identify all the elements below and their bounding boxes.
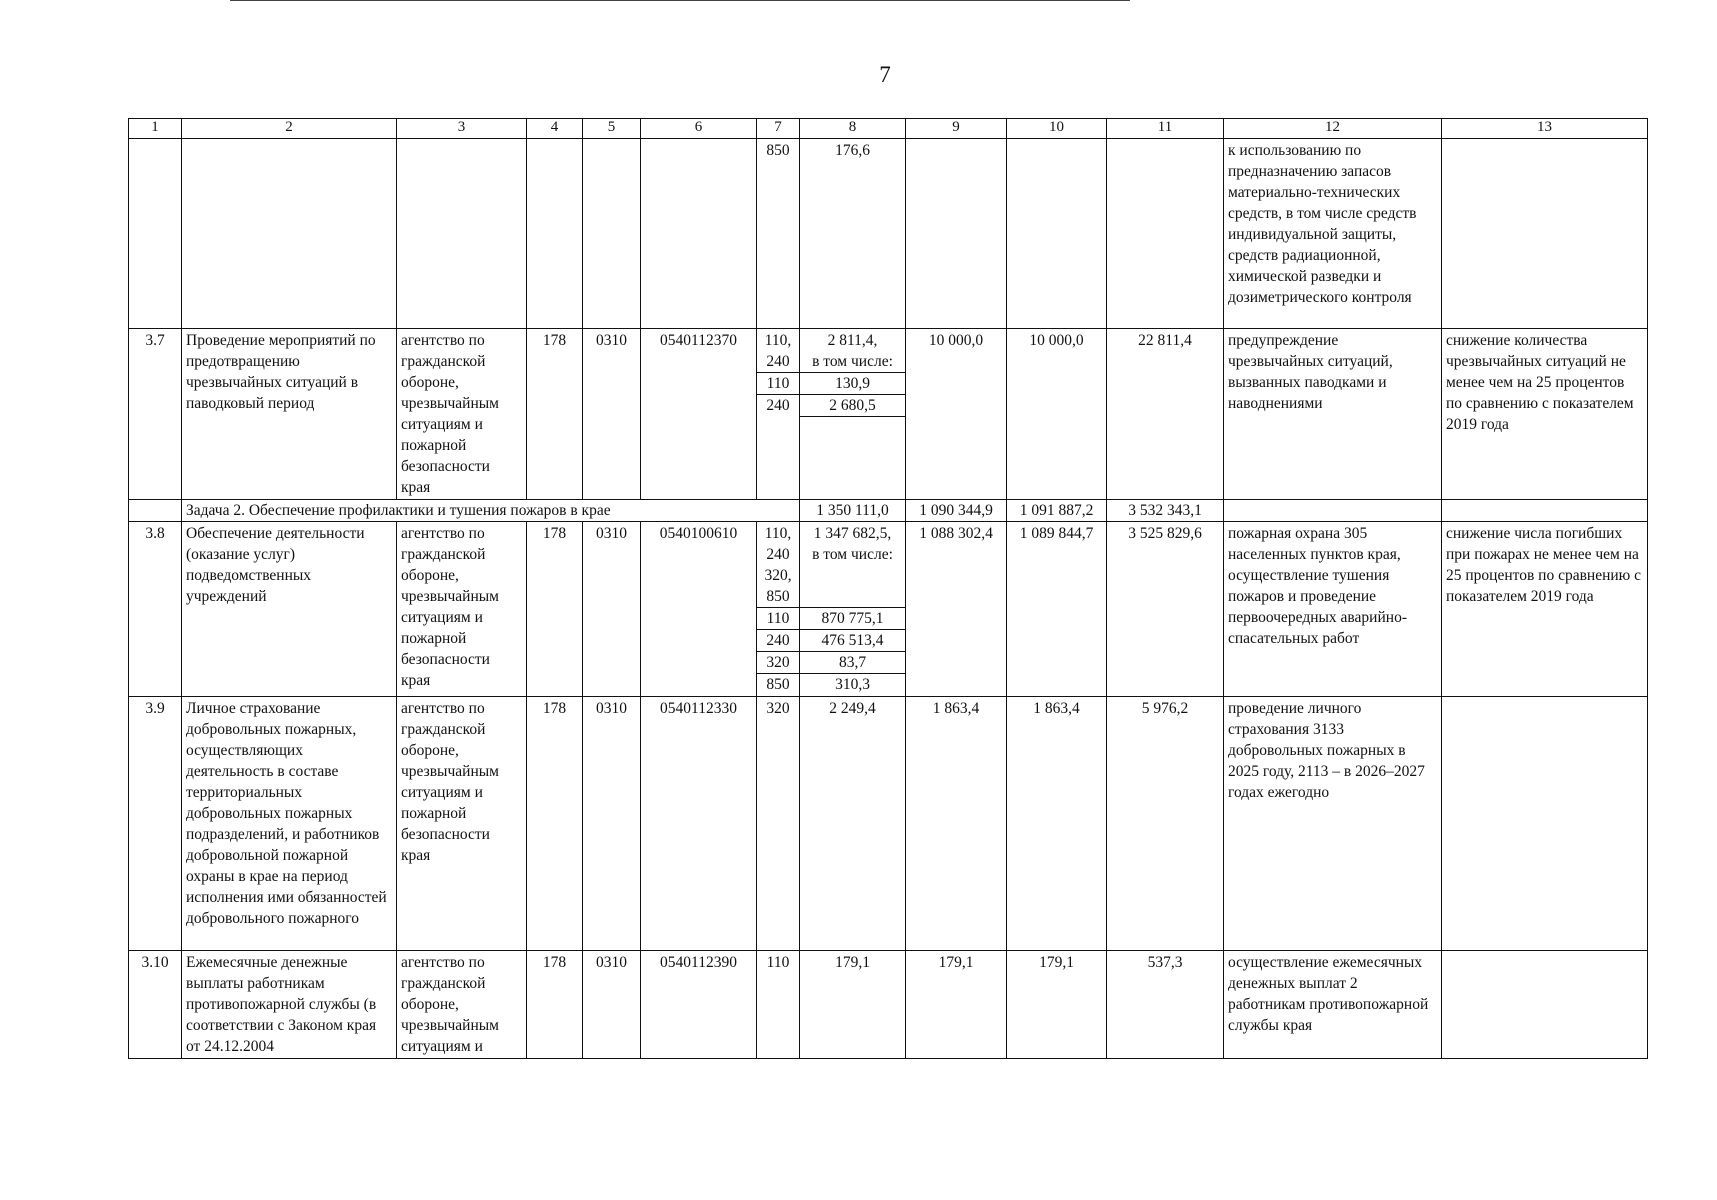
col-header: 6 — [641, 119, 757, 139]
amount-item: 2 680,5 — [800, 395, 905, 417]
kvr-item: 110 — [757, 608, 799, 630]
cell-agency: агентство по гражданской обороне, чрезвычайным ситуациям и — [397, 951, 527, 1059]
col-header: 10 — [1007, 119, 1107, 139]
kvr-item: 320 — [757, 652, 799, 674]
top-rule — [230, 0, 1130, 1]
cell-number: 3.7 — [129, 329, 182, 500]
cell-amount: 1 350 111,0 — [800, 500, 906, 522]
cell-rzpr: 0310 — [583, 697, 641, 951]
cell-result: пожарная охрана 305 населенных пунктов края, осуществление тушения пожаров и проведение первоочередных аварийно-спасательных работ — [1224, 522, 1442, 697]
cell-result: проведение личного страхования 3133 добровольных пожарных в 2025 году, 2113 – в 2026–2027 годах ежегодно — [1224, 697, 1442, 951]
kvr-item: 240 — [766, 397, 790, 414]
kvr-item: 240 — [757, 630, 799, 652]
cell-indicator — [1442, 951, 1648, 1059]
cell-indicator: снижение числа погибших при пожарах не менее чем на 25 процентов по сравнению с показателем 2019 года — [1442, 522, 1648, 697]
kvr-item: 240 — [766, 546, 790, 563]
kvr-item: 110, — [764, 332, 792, 349]
budget-table — [128, 118, 1648, 1059]
cell-csr: 0540112370 — [641, 329, 757, 500]
col-header: 9 — [906, 119, 1007, 139]
cell-measure: Ежемесячные денежные выплаты работникам противопожарной службы (в соответствии с Законом края от 24.12.2004 — [182, 951, 397, 1059]
cell-2026: 1 863,4 — [906, 697, 1007, 951]
header-row — [129, 119, 1648, 139]
amount-item: в том числе: — [812, 546, 893, 563]
amount-item: в том числе: — [800, 351, 905, 373]
cell-csr: 0540112330 — [641, 697, 757, 951]
cell-total: 5 976,2 — [1107, 697, 1224, 951]
col-header: 4 — [527, 119, 583, 139]
cell-result: предупреждение чрезвычайных ситуаций, вызванных паводками и наводнениями — [1224, 329, 1442, 500]
col-header: 1 — [129, 119, 182, 139]
cell-2027: 1 863,4 — [1007, 697, 1107, 951]
cell-amount-list — [800, 329, 906, 500]
cell-indicator — [1442, 697, 1648, 951]
table-row — [129, 697, 1648, 951]
cell-csr: 0540112390 — [641, 951, 757, 1059]
cell-amount: 176,6 — [800, 139, 906, 329]
cell-csr: 0540100610 — [641, 522, 757, 697]
cell-grbs: 178 — [527, 951, 583, 1059]
col-header: 11 — [1107, 119, 1224, 139]
col-header: 2 — [182, 119, 397, 139]
amount-item: 83,7 — [800, 652, 905, 674]
kvr-item: 850 — [757, 586, 799, 608]
task-label: Задача 2. Обеспечение профилактики и тушения пожаров в крае — [182, 500, 800, 522]
col-header: 12 — [1224, 119, 1442, 139]
cell-grbs: 178 — [527, 697, 583, 951]
table-row — [129, 951, 1648, 1059]
cell-measure: Личное страхование добровольных пожарных, осуществляющих деятельность в составе территориальных добровольных пожарных подразделений, и работников добровольной пожарной охраны в крае на период исполнения ими обязанностей добровольного пожарного — [182, 697, 397, 951]
amount-item: 2 811,4, — [827, 332, 878, 349]
cell-number: 3.10 — [129, 951, 182, 1059]
col-header: 13 — [1442, 119, 1648, 139]
cell-kvr-list — [757, 329, 800, 500]
col-header: 3 — [397, 119, 527, 139]
cell-result: осуществление ежемесячных денежных выплат 2 работникам противопожарной службы края — [1224, 951, 1442, 1059]
kvr-item: 850 — [766, 676, 790, 693]
cell-total: 537,3 — [1107, 951, 1224, 1059]
cell-rzpr: 0310 — [583, 522, 641, 697]
cell-2026: 179,1 — [906, 951, 1007, 1059]
page-number: 7 — [879, 62, 891, 87]
cell-grbs: 178 — [527, 329, 583, 500]
kvr-item: 240 — [757, 351, 799, 373]
cell-amount-list — [800, 522, 906, 697]
cell-number: 3.8 — [129, 522, 182, 697]
cell-agency: агентство по гражданской обороне, чрезвычайным ситуациям и пожарной безопасности края — [397, 522, 527, 697]
amount-item: 310,3 — [835, 676, 870, 693]
cell-kvr: 110 — [757, 951, 800, 1059]
cell-result: к использованию по предназначению запасов материально-технических средств, в том числе средств индивидуальной защиты, средств радиационной, химической разведки и дозиметрического контроля — [1224, 139, 1442, 329]
cell-2027: 1 089 844,7 — [1007, 522, 1107, 697]
cell-measure: Проведение мероприятий по предотвращению чрезвычайных ситуаций в паводковый период — [182, 329, 397, 500]
cell-2027: 1 091 887,2 — [1007, 500, 1107, 522]
col-header: 7 — [757, 119, 800, 139]
cell-2026: 10 000,0 — [906, 329, 1007, 500]
table-row — [129, 329, 1648, 500]
cell-kvr: 850 — [757, 139, 800, 329]
cell-2026: 1 090 344,9 — [906, 500, 1007, 522]
col-header: 5 — [583, 119, 641, 139]
cell-indicator: снижение количества чрезвычайных ситуаций не менее чем на 25 процентов по сравнению с показателем 2019 года — [1442, 329, 1648, 500]
table-row — [129, 522, 1648, 697]
cell-kvr-list — [757, 522, 800, 697]
task-row — [129, 500, 1648, 522]
amount-item: 476 513,4 — [800, 630, 905, 652]
cell-agency: агентство по гражданской обороне, чрезвычайным ситуациям и пожарной безопасности края — [397, 697, 527, 951]
cell-amount: 2 249,4 — [800, 697, 906, 951]
kvr-item: 110 — [757, 373, 799, 395]
kvr-item: 110, — [764, 525, 792, 542]
cell-amount: 179,1 — [800, 951, 906, 1059]
amount-item: 1 347 682,5, — [813, 525, 892, 542]
cell-2026: 1 088 302,4 — [906, 522, 1007, 697]
kvr-item: 320, — [764, 567, 792, 584]
amount-item: 870 775,1 — [800, 608, 905, 630]
cell-grbs: 178 — [527, 522, 583, 697]
cell-kvr: 320 — [757, 697, 800, 951]
cell-agency: агентство по гражданской обороне, чрезвычайным ситуациям и пожарной безопасности края — [397, 329, 527, 500]
cell-2027: 10 000,0 — [1007, 329, 1107, 500]
amount-item: 130,9 — [800, 373, 905, 395]
cell-number: 3.9 — [129, 697, 182, 951]
cell-total: 3 525 829,6 — [1107, 522, 1224, 697]
col-header: 8 — [800, 119, 906, 139]
cell-rzpr: 0310 — [583, 329, 641, 500]
cell-2027: 179,1 — [1007, 951, 1107, 1059]
cell-rzpr: 0310 — [583, 951, 641, 1059]
cell-total: 22 811,4 — [1107, 329, 1224, 500]
cell-measure: Обеспечение деятельности (оказание услуг) подведомственных учреждений — [182, 522, 397, 697]
table-row — [129, 139, 1648, 329]
cell-total: 3 532 343,1 — [1107, 500, 1224, 522]
